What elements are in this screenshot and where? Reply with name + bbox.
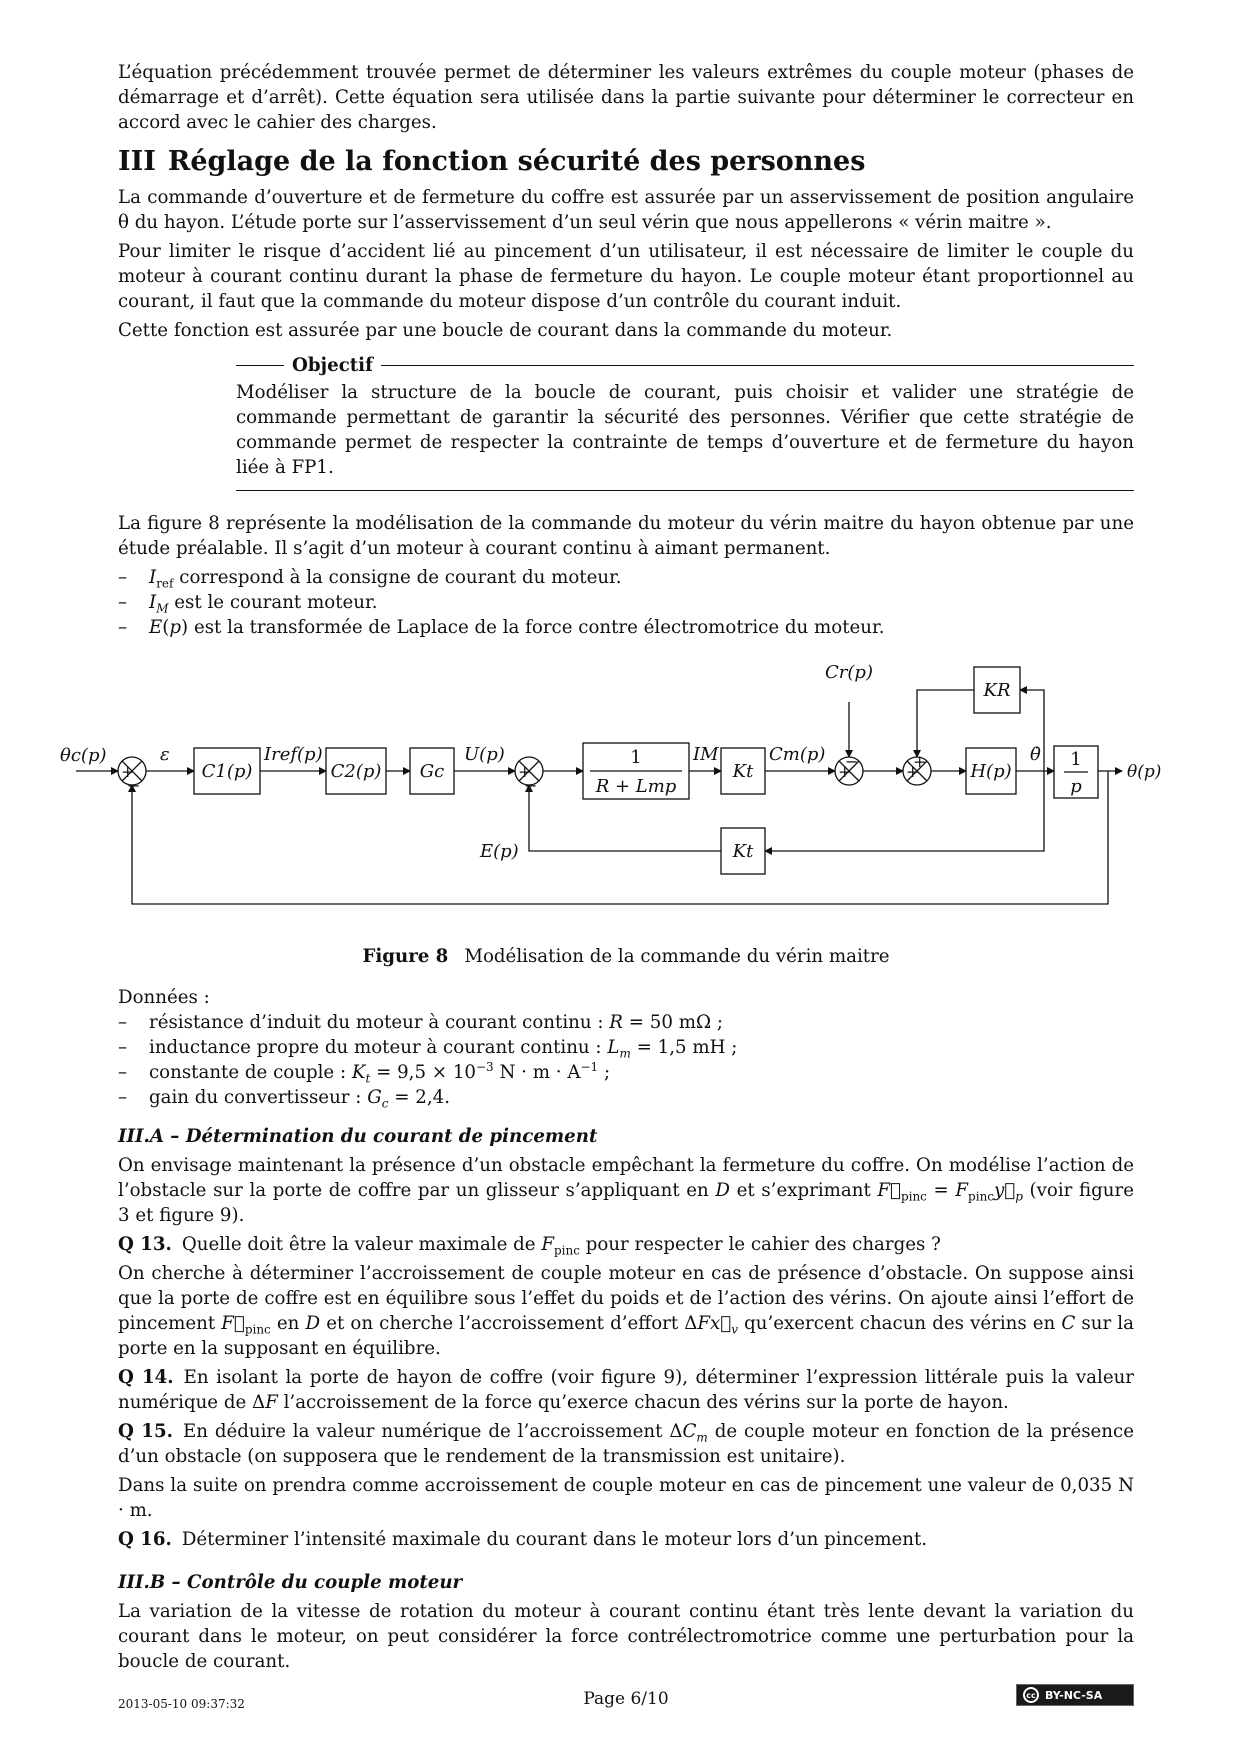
section-heading: Réglage de la fonction sécurité des personnes (167, 146, 866, 177)
section-number: III (118, 146, 156, 177)
objective-rule-left (236, 365, 284, 366)
paragraph-loop: Cette fonction est assurée par une boucle de courant dans la commande du moteur. (118, 320, 893, 341)
label-im: IM (693, 744, 719, 765)
block-diagram (60, 650, 1162, 938)
sign-plus: + (518, 762, 532, 781)
label-e: E(p) (480, 841, 519, 862)
definition-list (118, 565, 1134, 640)
sign-minus: − (845, 752, 859, 771)
data-item-resistance: – résistance d’induit du moteur à courant continu : R = 50 mΩ ; (118, 1010, 1134, 1035)
label-kr: KR (983, 680, 1011, 701)
definition-item: – E(p) est la transformée de Laplace de la force contre électromotrice du moteur. (118, 615, 1134, 640)
sign-minus: − (127, 776, 141, 795)
wire-kr-out (917, 690, 974, 757)
label-epsilon: ε (160, 744, 170, 765)
label-theta: θ(p) (1127, 762, 1162, 782)
figure-caption (118, 944, 1134, 969)
question-15: Q 15. En déduire la valeur numérique de l’accroissement $\Delta C_m$ de couple moteur en fonction de la présence d’un obstacle (on supposera que le rendement de la transmission est unitaire). (118, 1421, 1134, 1467)
label-cm: Cm(p) (769, 744, 826, 765)
data-item-inductance: – inductance propre du moteur à courant continu : $L_m = 1,5$ mH ; (118, 1035, 1134, 1060)
intro-paragraph: L’équation précédemment trouvée permet de déterminer les valeurs extrêmes du couple moteur (phases de démarrage et d’arrêt). Cette équation sera utilisée dans la partie suivante pour déterminer le correcteur en accord avec le cahier des charges. (118, 62, 1134, 133)
label-c2: C2(p) (330, 761, 382, 782)
objective-rule-right (381, 365, 1134, 366)
label-theta-dot: θ̇ (1030, 744, 1041, 765)
objective-box (236, 353, 1134, 491)
sign-plus: + (121, 762, 135, 781)
paragraph-command: La commande d’ouverture et de fermeture du coffre est assurée par un asservissement de position angulaire θ du hayon. L’étude porte sur l’asservissement d’un seul vérin que nous appellerons « vérin maitre ». (118, 187, 1134, 233)
sign-plus: + (913, 752, 927, 771)
block-diagram-svg (60, 650, 1162, 938)
label-gc: Gc (419, 761, 445, 782)
label-tf-den: R + Lmp (595, 776, 677, 797)
objective-label: Objectif (292, 355, 373, 376)
cc-icon: cc (1023, 1687, 1039, 1703)
question-16: Q 16. Déterminer l’intensité maximale du courant dans le moteur lors d’un pincement. (118, 1529, 928, 1550)
label-c1: C1(p) (201, 761, 253, 782)
figure-caption-text: Modélisation de la commande du vérin maitre (464, 946, 890, 967)
paragraph-speed-variation: La variation de la vitesse de rotation du moteur à courant continu étant très lente devant la variation du courant dans le moteur, on peut considérer la force contrélectromotrice comme une perturbation pour la boucle de courant. (118, 1601, 1134, 1672)
label-cr: Cr(p) (825, 662, 873, 683)
label-kt: Kt (732, 761, 754, 782)
label-iref: Iref(p) (264, 744, 323, 765)
label-tf-num: 1 (630, 747, 642, 768)
label-u: U(p) (464, 744, 505, 765)
paragraph-torque-increase: Dans la suite on prendra comme accroissement de couple moteur en cas de pincement une valeur de 0,035 N · m. (118, 1475, 1134, 1521)
data-title: Données : (118, 987, 210, 1008)
figure-intro: La figure 8 représente la modélisation de la commande du moteur du vérin maitre du hayon obtenue par une étude préalable. Il s’agit d’un moteur à courant continu à aimant permanent. (118, 513, 1134, 559)
question-14: Q 14. En isolant la porte de hayon de coffre (voir figure 9), déterminer l’expression littérale puis la valeur numérique de ΔF l’accroissement de la force qu’exerce chacun des vérins sur la porte de hayon. (118, 1367, 1134, 1413)
label-theta-c: θc(p) (60, 745, 107, 766)
data-list (118, 1010, 1134, 1110)
section-title (118, 145, 1134, 179)
paragraph-obstacle: On envisage maintenant la présence d’un obstacle empêchant la fermeture du coffre. On modélise l’action de l’obstacle sur la porte de coffre par un glisseur s’appliquant en D et s’exprimant $F⃗_{pinc}$ = $F_{pinc}y⃗_p$ (voir figure 3 et figure 9). (118, 1155, 1134, 1226)
footer-timestamp: 2013-05-10 09:37:32 (118, 1697, 245, 1711)
sign-plus: + (838, 762, 852, 781)
subsection-b-title: III.B – Contrôle du couple moteur (118, 1572, 463, 1593)
page-content (60, 60, 1162, 1678)
label-int-num: 1 (1070, 749, 1082, 770)
label-int-den: p (1070, 776, 1082, 797)
question-13: Q 13. Quelle doit être la valeur maximale de $F_{pinc}$ pour respecter le cahier des charges ? (118, 1234, 941, 1258)
figure-label: Figure 8 (362, 946, 449, 967)
subsection-a-title: III.A – Détermination du courant de pincement (118, 1126, 598, 1147)
license-badge (1016, 1684, 1134, 1706)
license-text: BY-NC-SA (1045, 1688, 1103, 1702)
label-kt-emf: Kt (732, 841, 754, 862)
page-footer (118, 1684, 1134, 1714)
paragraph-risk: Pour limiter le risque d’accident lié au pincement d’un utilisateur, il est nécessaire de limiter le couple du moteur à courant continu durant la phase de fermeture du hayon. Le couple moteur étant proportionnel au courant, il faut que la commande du moteur dispose d’un contrôle du courant induit. (118, 241, 1134, 312)
definition-item: – $I_M$ est le courant moteur. (118, 590, 1134, 615)
data-item-converter-gain: – gain du convertisseur : $G_c = 2,4$. (118, 1085, 1134, 1110)
definition-item: – $I_{ref}$ correspond à la consigne de courant du moteur. (118, 565, 1134, 590)
paragraph-equilibrium: On cherche à déterminer l’accroissement de couple moteur en cas de présence d’obstacle. On suppose ainsi que la porte de coffre est en équilibre sous l’effet du poids et de l’action des vérins. On ajoute ainsi l’effort de pincement $F⃗_{pinc}$ en D et on cherche l’accroissement d’effort $\Delta Fx⃗_v$ qu’exercent chacun des vérins en C sur la porte en la supposant en équilibre. (118, 1263, 1134, 1359)
objective-text: Modéliser la structure de la boucle de courant, puis choisir et valider une stratégie de commande permettant de garantir la sécurité des personnes. Vérifier que cette stratégie de commande permet de respecter la contrainte de temps d’ouverture et de fermeture du hayon liée à FP1. (236, 382, 1134, 478)
label-h: H(p) (970, 761, 1012, 782)
sign-plus: + (906, 762, 920, 781)
objective-header (236, 353, 1134, 378)
data-item-torque-constant: – constante de couple : $K_t = 9,5 \times 10^{-3}$ $N \cdot m \cdot A^{-1}$ ; (118, 1060, 1134, 1085)
page-number: Page 6/10 (583, 1689, 669, 1709)
sign-minus: − (524, 776, 538, 795)
